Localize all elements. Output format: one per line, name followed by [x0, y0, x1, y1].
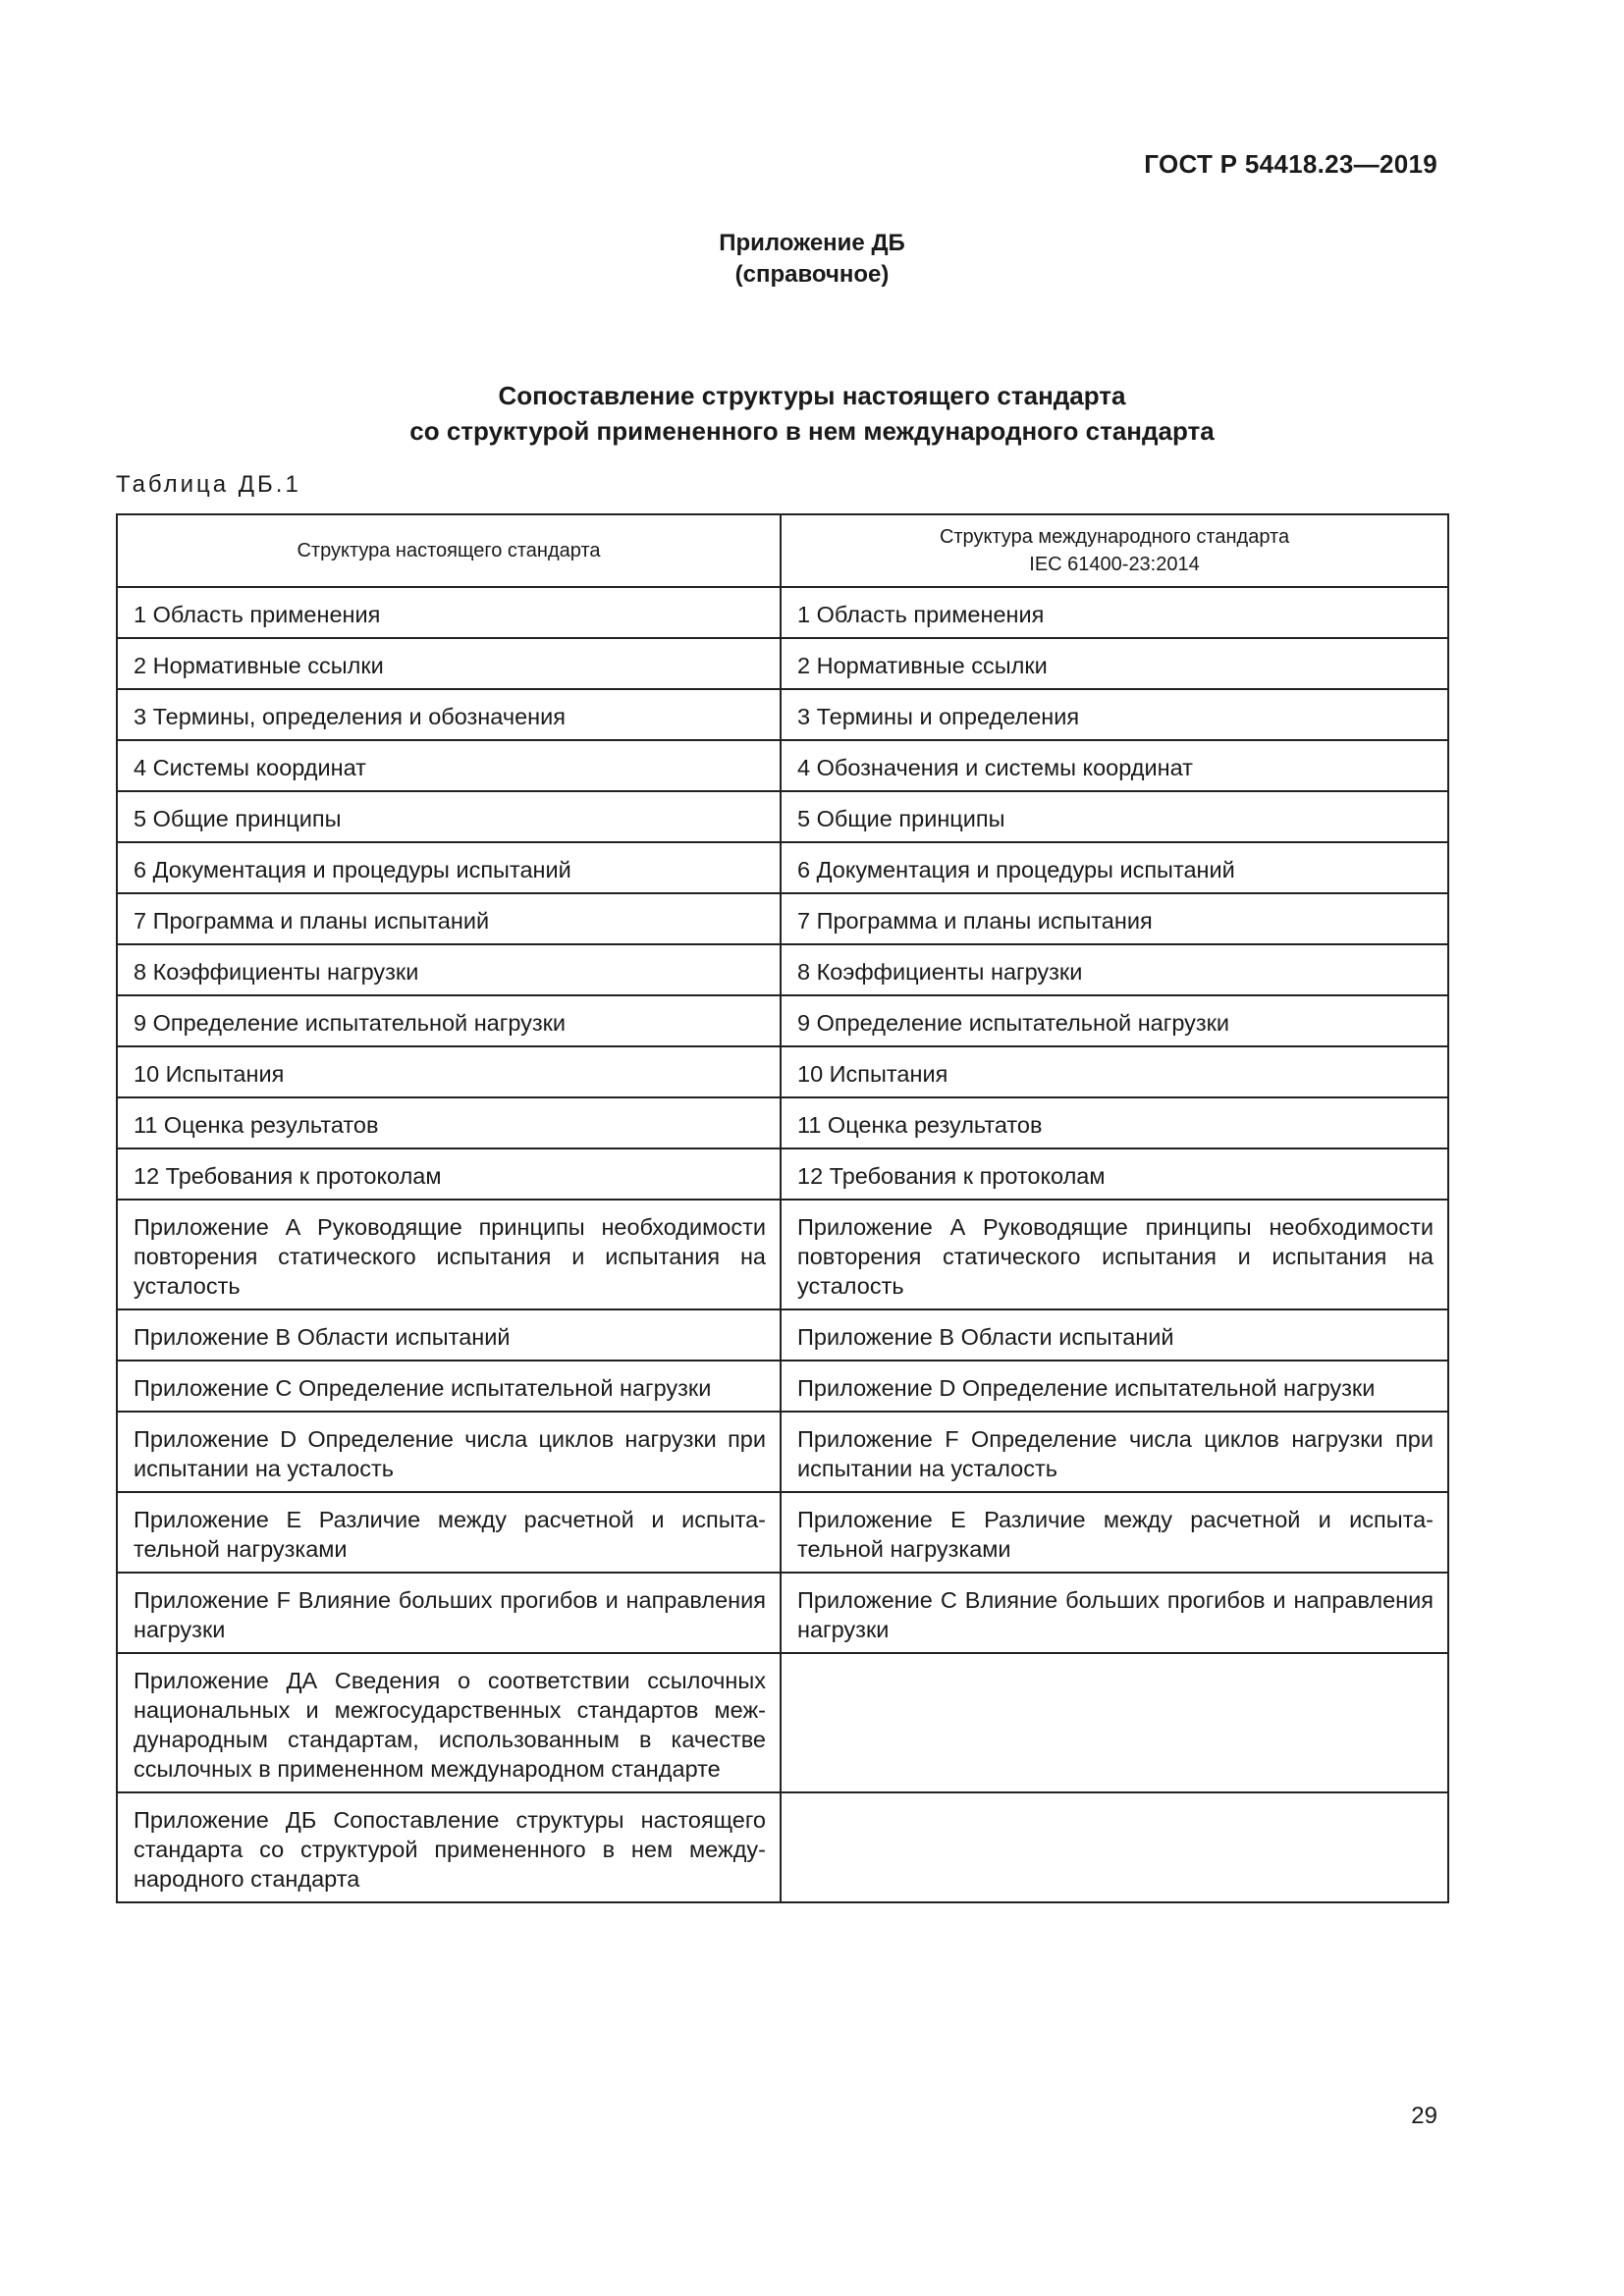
cell-international-standard: 8 Коэффициенты нагрузки: [781, 944, 1448, 995]
cell-international-standard: 5 Общие принципы: [781, 791, 1448, 842]
cell-current-standard: 5 Общие принципы: [117, 791, 781, 842]
cell-international-standard: 9 Определение испытательной нагрузки: [781, 995, 1448, 1046]
page-number: 29: [1411, 2103, 1437, 2129]
cell-current-standard: Приложение С Определение испытательной нагрузки: [117, 1361, 781, 1412]
section-heading: [0, 378, 1624, 449]
cell-current-standard: 8 Коэффициенты нагрузки: [117, 944, 781, 995]
cell-international-standard: [781, 1792, 1448, 1902]
appendix-header: [0, 228, 1624, 291]
table-row: [117, 842, 1448, 893]
header-right-line-2: IEC 61400-23:2014: [1029, 554, 1200, 575]
table-row: [117, 893, 1448, 944]
cell-current-standard: 12 Требования к протоколам: [117, 1148, 781, 1200]
table-row: [117, 1361, 1448, 1412]
cell-international-standard: 2 Нормативные ссылки: [781, 638, 1448, 689]
cell-international-standard: [781, 1653, 1448, 1792]
heading-line-1: Сопоставление структуры настоящего стандарта: [498, 381, 1126, 410]
cell-international-standard: Приложение Е Различие между расчетной и испытательной нагрузками: [781, 1492, 1448, 1573]
header-international-standard: [781, 514, 1448, 587]
cell-international-standard: 1 Область применения: [781, 587, 1448, 638]
cell-current-standard: 1 Область применения: [117, 587, 781, 638]
cell-current-standard: 7 Программа и планы испытаний: [117, 893, 781, 944]
cell-current-standard: 6 Документация и процедуры испытаний: [117, 842, 781, 893]
table-row: [117, 1200, 1448, 1309]
table-row: [117, 1097, 1448, 1148]
cell-international-standard: Приложение А Руководящие принципы необходимости повторения статического испытания и испытания на усталость: [781, 1200, 1448, 1309]
cell-international-standard: 11 Оценка результатов: [781, 1097, 1448, 1148]
table-row: [117, 1573, 1448, 1653]
table-row: [117, 587, 1448, 638]
cell-current-standard: 3 Термины, определения и обозначения: [117, 689, 781, 740]
table-row: [117, 1309, 1448, 1361]
header-right-line-1: Структура международного стандарта: [939, 526, 1290, 548]
cell-current-standard: 2 Нормативные ссылки: [117, 638, 781, 689]
table-row: [117, 1148, 1448, 1200]
table-row: [117, 638, 1448, 689]
cell-international-standard: Приложение В Области испытаний: [781, 1309, 1448, 1361]
cell-international-standard: 4 Обозначения и системы координат: [781, 740, 1448, 791]
appendix-title: Приложение ДБ: [719, 230, 905, 256]
table-row: [117, 740, 1448, 791]
appendix-type: (справочное): [734, 261, 890, 288]
header-current-standard: Структура настоящего стандарта: [117, 514, 781, 587]
cell-international-standard: Приложение D Определение испытательной нагрузки: [781, 1361, 1448, 1412]
cell-current-standard: 4 Системы координат: [117, 740, 781, 791]
cell-current-standard: 11 Оценка результатов: [117, 1097, 781, 1148]
table-row: [117, 944, 1448, 995]
cell-international-standard: 6 Документация и процедуры испытаний: [781, 842, 1448, 893]
cell-international-standard: 3 Термины и определения: [781, 689, 1448, 740]
cell-current-standard: Приложение D Определение числа циклов нагрузки при испытании на усталость: [117, 1412, 781, 1492]
cell-current-standard: 9 Определение испытательной нагрузки: [117, 995, 781, 1046]
table-row: [117, 995, 1448, 1046]
table-row: [117, 1792, 1448, 1902]
table-row: [117, 1653, 1448, 1792]
table-label: Таблица ДБ.1: [116, 471, 301, 498]
cell-current-standard: Приложение В Области испытаний: [117, 1309, 781, 1361]
cell-international-standard: Приложение С Влияние больших прогибов и направления нагрузки: [781, 1573, 1448, 1653]
cell-current-standard: 10 Испытания: [117, 1046, 781, 1097]
table-header-row: [117, 514, 1448, 587]
cell-current-standard: Приложение ДА Сведения о соответствии ссылочных национальных и межгосударственных стандартов международным стандартам, использованным в качестве ссылочных в примененном международном стандарте: [117, 1653, 781, 1792]
cell-current-standard: Приложение ДБ Сопоставление структуры настоящего стандарта со структурой примененного в нем международного стандарта: [117, 1792, 781, 1902]
cell-current-standard: Приложение А Руководящие принципы необходимости повторения статического испытания и испытания на усталость: [117, 1200, 781, 1309]
table-row: [117, 689, 1448, 740]
cell-international-standard: 10 Испытания: [781, 1046, 1448, 1097]
table-row: [117, 791, 1448, 842]
table-row: [117, 1492, 1448, 1573]
table-row: [117, 1046, 1448, 1097]
heading-line-2: со структурой примененного в нем международного стандарта: [409, 416, 1215, 446]
cell-international-standard: 7 Программа и планы испытания: [781, 893, 1448, 944]
comparison-table: [116, 513, 1449, 1903]
cell-current-standard: Приложение F Влияние больших прогибов и направления нагрузки: [117, 1573, 781, 1653]
cell-international-standard: 12 Требования к протоколам: [781, 1148, 1448, 1200]
cell-current-standard: Приложение Е Различие между расчетной и испытательной нагрузками: [117, 1492, 781, 1573]
table-row: [117, 1412, 1448, 1492]
cell-international-standard: Приложение F Определение числа циклов нагрузки при испытании на усталость: [781, 1412, 1448, 1492]
document-code: ГОСТ Р 54418.23—2019: [1144, 149, 1437, 179]
